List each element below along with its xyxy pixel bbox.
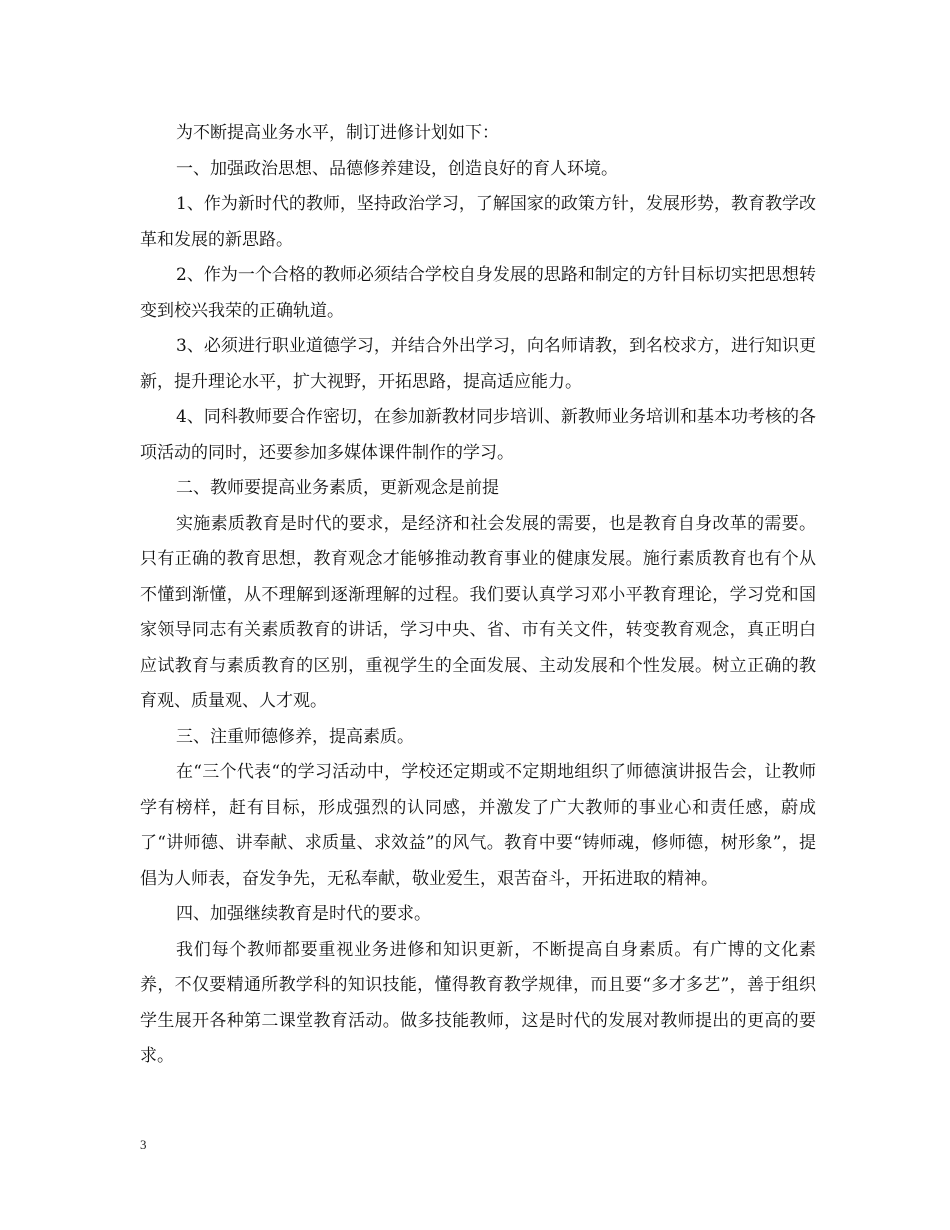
section-heading-3: 三、注重师德修养，提高素质。 — [176, 726, 414, 747]
paragraph-item-1: 1、作为新时代的教师，坚持政治学习，了解国家的政策方针，发展形势，教育教学改革和发展的新思路。 — [140, 194, 816, 250]
document-body — [140, 116, 816, 1075]
paragraph-item-2: 2、作为一个合格的教师必须结合学校自身发展的思路和制定的方针目标切实把思想转变到校兴我荣的正确轨道。 — [140, 265, 816, 321]
section-heading-4: 四、加强继续教育是时代的要求。 — [176, 904, 431, 924]
section-3-paragraph: 在“三个代表“的学习活动中，学校还定期或不定期地组织了师德演讲报告会，让教师学有榜样，赶有目标，形成强烈的认同感，并激发了广大教师的事业心和责任感，蔚成了“讲师德、讲奉献、求质量、求效益”的风气。教育中要“铸师魂，修师德，树形象”，提倡为人师表，奋发争先，无私奉献，敬业爱生，艰苦奋斗，开拓进取的精神。 — [140, 762, 816, 889]
section-heading-1: 一、加强政治思想、品德修养建设，创造良好的育人环境。 — [176, 158, 618, 179]
paragraph-item-4: 4、同科教师要合作密切，在参加新教材同步培训、新教师业务培训和基本功考核的各项活动的同时，还要参加多媒体课件制作的学习。 — [140, 407, 816, 463]
intro-paragraph: 为不断提高业务水平，制订进修计划如下： — [176, 123, 499, 143]
paragraph-item-3: 3、必须进行职业道德学习，并结合外出学习，向名师请教，到名校求方，进行知识更新，提升理论水平，扩大视野，开拓思路，提高适应能力。 — [140, 336, 816, 392]
section-4-paragraph: 我们每个教师都要重视业务进修和知识更新，不断提高自身素质。有广博的文化素养，不仅要精通所教学科的知识技能，懂得教育教学规律，而且要“多才多艺”，善于组织学生展开各种第二课堂教育活动。做多技能教师，这是时代的发展对教师提出的更高的要求。 — [140, 939, 816, 1066]
section-heading-2: 二、教师要提高业务素质，更新观念是前提 — [176, 478, 499, 498]
section-2-paragraph: 实施素质教育是时代的要求，是经济和社会发展的需要，也是教育自身改革的需要。只有正确的教育思想，教育观念才能够推动教育事业的健康发展。施行素质教育也有个从不懂到渐懂，从不理解到逐渐理解的过程。我们要认真学习邓小平教育理论，学习党和国家领导同志有关素质教育的讲话，学习中央、省、市有关文件，转变教育观念，真正明白应试教育与素质教育的区别，重视学生的全面发展、主动发展和个性发展。树立正确的教育观、质量观、人才观。 — [140, 513, 816, 711]
page-number: 3 — [140, 1137, 147, 1152]
